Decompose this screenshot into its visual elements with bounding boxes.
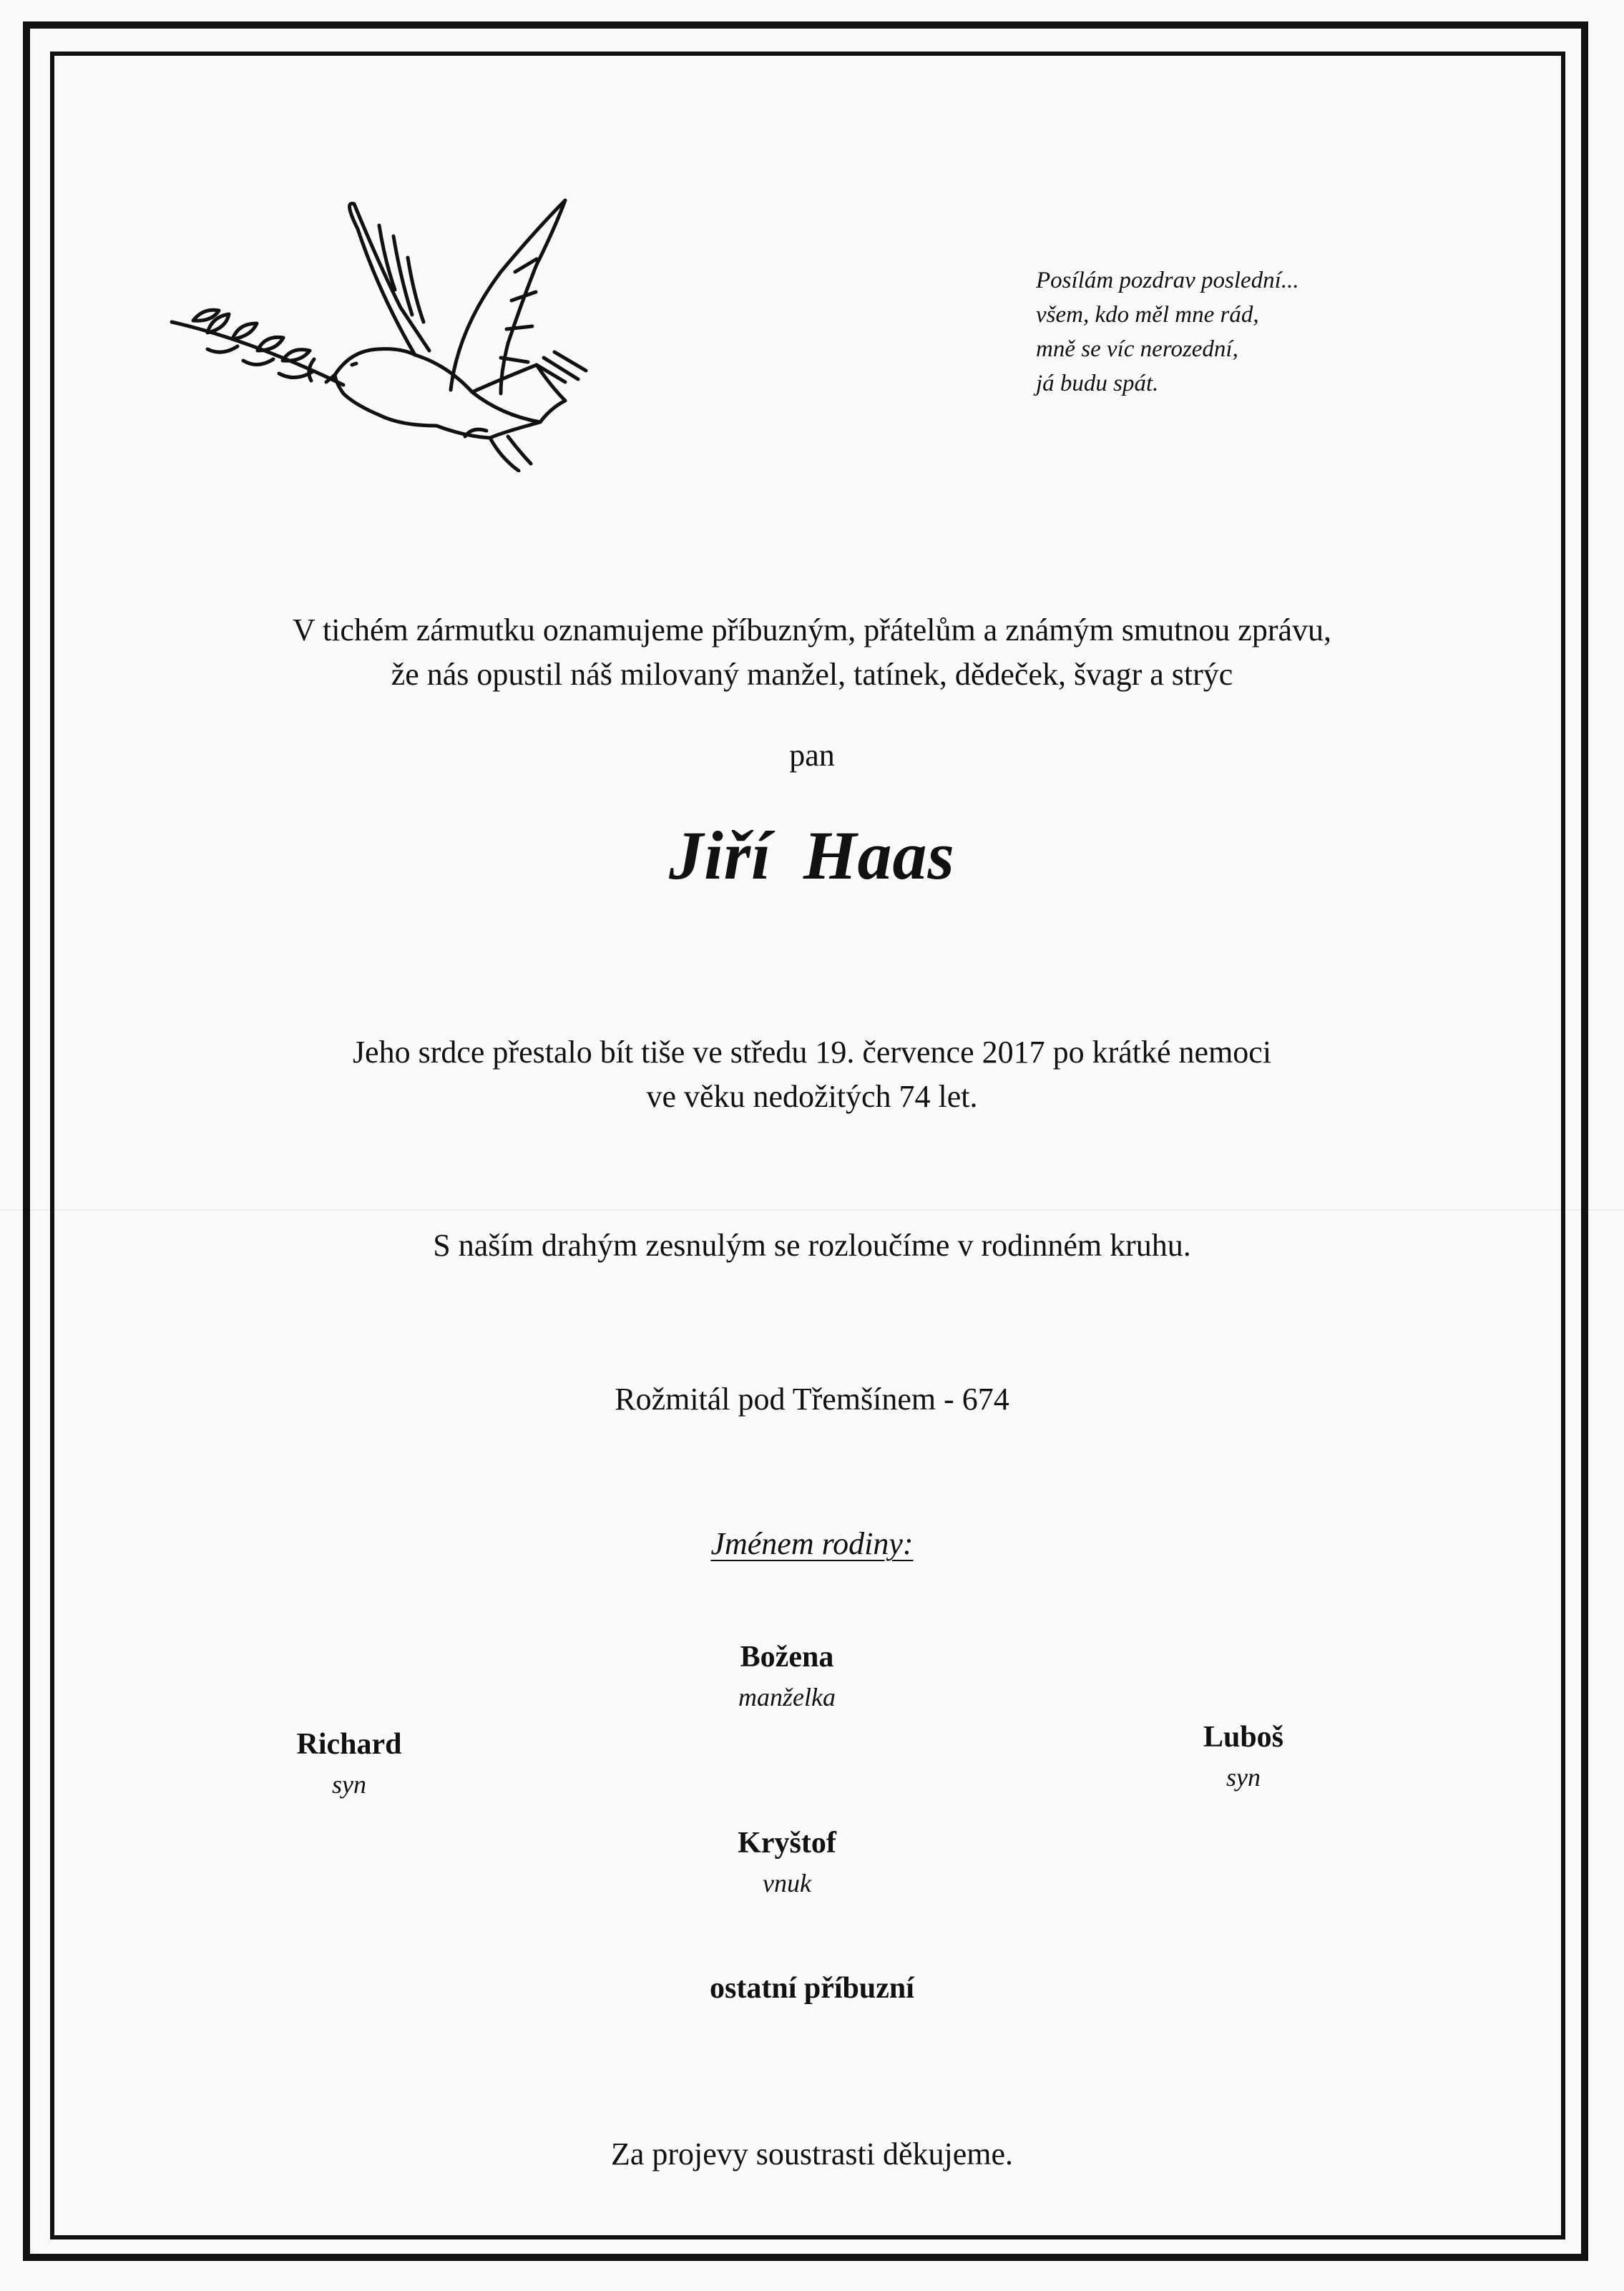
family-member-son-1	[206, 1724, 492, 1804]
poem-line: všem, kdo měl mne rád,	[1036, 302, 1259, 328]
announcement-paragraph	[0, 608, 1624, 697]
address-text: Rožmitál pod Třemšínem - 674	[615, 1382, 1009, 1417]
deceased-name: Jiří Haas	[669, 817, 955, 894]
member-relation: syn	[332, 1770, 366, 1799]
dove-with-olive-branch-icon	[165, 186, 608, 472]
thanks-text: Za projevy soustrasti děkujeme.	[610, 2136, 1014, 2172]
announcement-line: V tichém zármutku oznamujeme příbuzným, přátelům a známým smutnou zprávu,	[293, 612, 1331, 648]
family-header	[0, 1525, 1624, 1562]
family-member-son-2	[1100, 1717, 1386, 1797]
death-notice-line: ve věku nedožitých 74 let.	[646, 1079, 978, 1114]
salutation: pan	[789, 738, 835, 773]
member-relation: syn	[1226, 1763, 1261, 1792]
member-name: Luboš	[1203, 1721, 1284, 1754]
poem-line: Posílám pozdrav poslední...	[1036, 268, 1299, 293]
member-name: Kryštof	[738, 1827, 836, 1860]
family-member-grandson	[644, 1823, 930, 1903]
member-name: Richard	[296, 1728, 402, 1761]
paper-fold-line	[0, 1209, 1624, 1211]
member-relation: manželka	[738, 1683, 836, 1711]
poem-line: mně se víc nerozední,	[1036, 336, 1238, 362]
family-header-label: Jménem rodiny:	[710, 1526, 914, 1561]
member-name: Božena	[740, 1641, 834, 1674]
other-relatives: ostatní příbuzní	[710, 1972, 914, 2005]
death-notice-line: Jeho srdce přestalo bít tiše ve středu 19. července 2017 po krátké nemoci	[352, 1035, 1272, 1070]
death-notice-paragraph	[0, 1030, 1624, 1119]
announcement-line: že nás opustil náš milovaný manžel, tatínek, dědeček, švagr a strýc	[391, 657, 1233, 692]
family-member-wife	[644, 1637, 930, 1717]
memorial-poem	[1036, 263, 1408, 401]
poem-line: já budu spát.	[1036, 371, 1159, 396]
farewell-text: S naším drahým zesnulým se rozloučíme v rodinném kruhu.	[433, 1228, 1191, 1263]
member-relation: vnuk	[763, 1869, 811, 1897]
